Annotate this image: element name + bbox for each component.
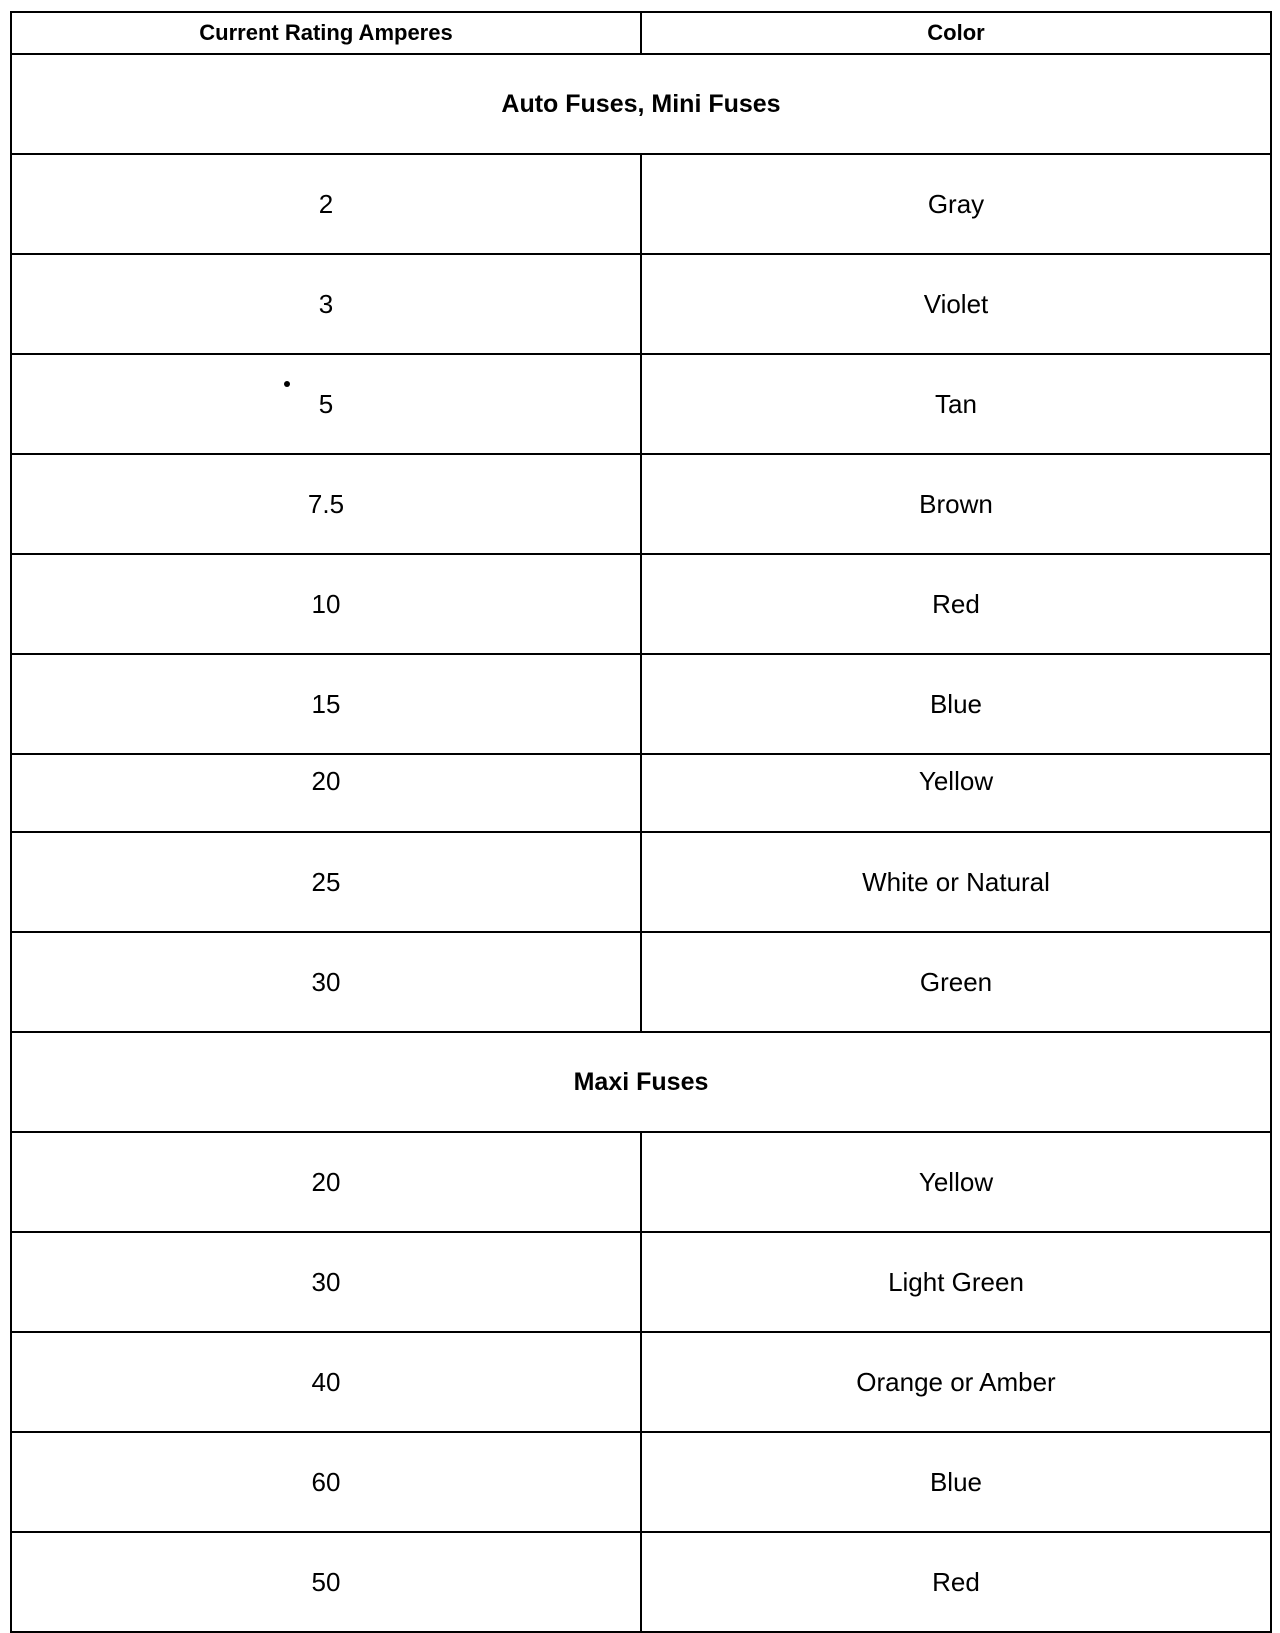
table-row	[11, 1332, 1271, 1432]
table-row	[11, 1432, 1271, 1532]
fuse-color-table	[10, 11, 1272, 1633]
section-row-auto-mini	[11, 54, 1271, 154]
amps-cell: 30	[11, 1232, 641, 1332]
header-current-rating: Current Rating Amperes	[11, 12, 641, 54]
amps-cell: 30	[11, 932, 641, 1032]
color-cell: Gray	[641, 154, 1271, 254]
color-cell: Tan	[641, 354, 1271, 454]
amps-cell: 50	[11, 1532, 641, 1632]
amps-cell: 10	[11, 554, 641, 654]
amps-cell: 40	[11, 1332, 641, 1432]
amps-cell: 5	[11, 354, 641, 454]
amps-cell: 15	[11, 654, 641, 754]
color-cell: Light Green	[641, 1232, 1271, 1332]
color-cell: White or Natural	[641, 832, 1271, 932]
color-cell: Brown	[641, 454, 1271, 554]
color-cell: Blue	[641, 654, 1271, 754]
color-cell: Yellow	[641, 1132, 1271, 1232]
table-row	[11, 554, 1271, 654]
section-title: Maxi Fuses	[11, 1032, 1271, 1132]
section-title: Auto Fuses, Mini Fuses	[11, 54, 1271, 154]
header-color: Color	[641, 12, 1271, 54]
amps-cell: 7.5	[11, 454, 641, 554]
amps-cell: 20	[11, 1132, 641, 1232]
color-cell: Blue	[641, 1432, 1271, 1532]
table-row	[11, 1132, 1271, 1232]
stray-dot-mark	[284, 381, 290, 387]
table-header-row	[11, 12, 1271, 54]
amps-cell: 3	[11, 254, 641, 354]
color-cell: Red	[641, 554, 1271, 654]
section-row-maxi	[11, 1032, 1271, 1132]
table-row	[11, 154, 1271, 254]
color-cell: Orange or Amber	[641, 1332, 1271, 1432]
color-cell	[641, 754, 1271, 832]
table-row	[11, 654, 1271, 754]
table-row	[11, 354, 1271, 454]
table-row	[11, 454, 1271, 554]
color-cell: Green	[641, 932, 1271, 1032]
amps-text: 20	[311, 765, 341, 796]
amps-cell: 25	[11, 832, 641, 932]
color-text: Yellow	[918, 765, 994, 796]
table-row	[11, 1232, 1271, 1332]
table-row	[11, 932, 1271, 1032]
amps-cell	[11, 754, 641, 832]
color-cell: Violet	[641, 254, 1271, 354]
amps-cell: 60	[11, 1432, 641, 1532]
table-row	[11, 832, 1271, 932]
table-row	[11, 254, 1271, 354]
table-row	[11, 1532, 1271, 1632]
table-row	[11, 754, 1271, 832]
amps-cell: 2	[11, 154, 641, 254]
color-cell: Red	[641, 1532, 1271, 1632]
